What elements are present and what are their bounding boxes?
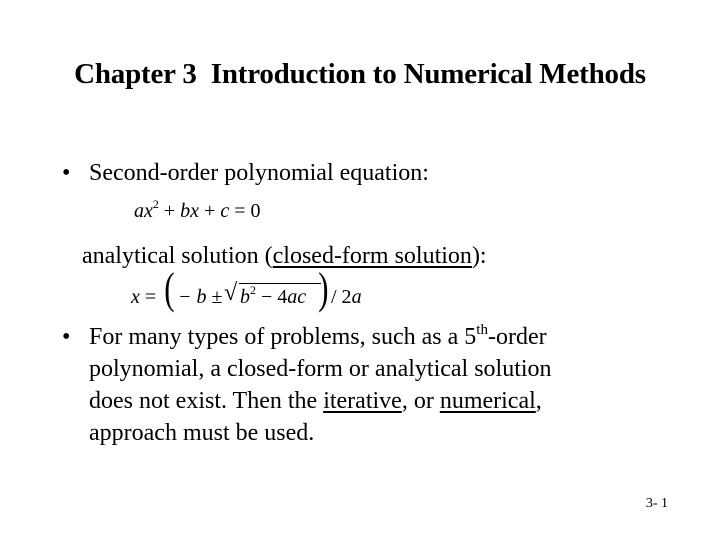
slash-two: / 2: [331, 286, 352, 308]
term-bx: bx: [180, 200, 200, 222]
bullet-text-line-4: approach must be used.: [89, 420, 315, 446]
bullet-marker: •: [62, 324, 71, 350]
bullet-text-line-3: [89, 385, 542, 417]
superscript-th: th: [476, 322, 488, 338]
bullet-marker: •: [62, 160, 71, 186]
term-c: c: [220, 200, 230, 222]
close-paren: ):: [471, 243, 487, 269]
exponent: 2: [250, 283, 256, 297]
plus-minus-sign: ±: [206, 286, 223, 308]
exponent: 2: [152, 197, 159, 211]
formula-numerator: [178, 285, 222, 309]
analytical-prefix: analytical solution: [82, 243, 265, 269]
minus-b: − b: [178, 286, 207, 308]
numerical-text: numerical: [439, 388, 536, 414]
minus-four: − 4: [256, 286, 288, 308]
equals-zero: = 0: [229, 200, 261, 222]
text-fragment: , or: [401, 388, 440, 414]
formula-denominator: [331, 285, 362, 309]
plus-sign: +: [199, 200, 221, 222]
left-big-paren: (: [164, 264, 175, 313]
analytical-solution-line: [82, 240, 487, 272]
var-b: b: [240, 286, 250, 308]
text-fragment: does not exist. Then the: [89, 388, 324, 414]
discriminant: [240, 285, 306, 309]
iterative-text: iterative: [323, 388, 402, 414]
bullet-text-line-2: polynomial, a closed-form or analytical solution: [89, 356, 552, 382]
var-a: a: [351, 286, 362, 308]
slide-number: 3- 1: [645, 496, 668, 511]
term-ax: ax: [134, 200, 153, 222]
open-paren: (: [264, 243, 273, 269]
slide-title: Chapter 3 Introduction to Numerical Methods: [74, 58, 646, 90]
right-big-paren: ): [318, 264, 329, 313]
term-ac: ac: [287, 286, 307, 308]
text-fragment: ,: [535, 388, 542, 414]
var-x: x: [131, 286, 140, 308]
bullet-text-line-1: [89, 321, 547, 353]
quadratic-equation: [134, 199, 261, 223]
sqrt-sign: √: [224, 280, 238, 306]
text-fragment: For many types of problems, such as a 5: [89, 324, 477, 350]
bullet-text-polynomial: Second-order polynomial equation:: [89, 160, 429, 186]
text-fragment: -order: [487, 324, 547, 350]
plus-sign: +: [158, 200, 181, 222]
equals-sign: =: [139, 286, 157, 308]
closed-form-solution-text: closed-form solution: [272, 243, 472, 269]
quadratic-formula: [131, 285, 156, 309]
